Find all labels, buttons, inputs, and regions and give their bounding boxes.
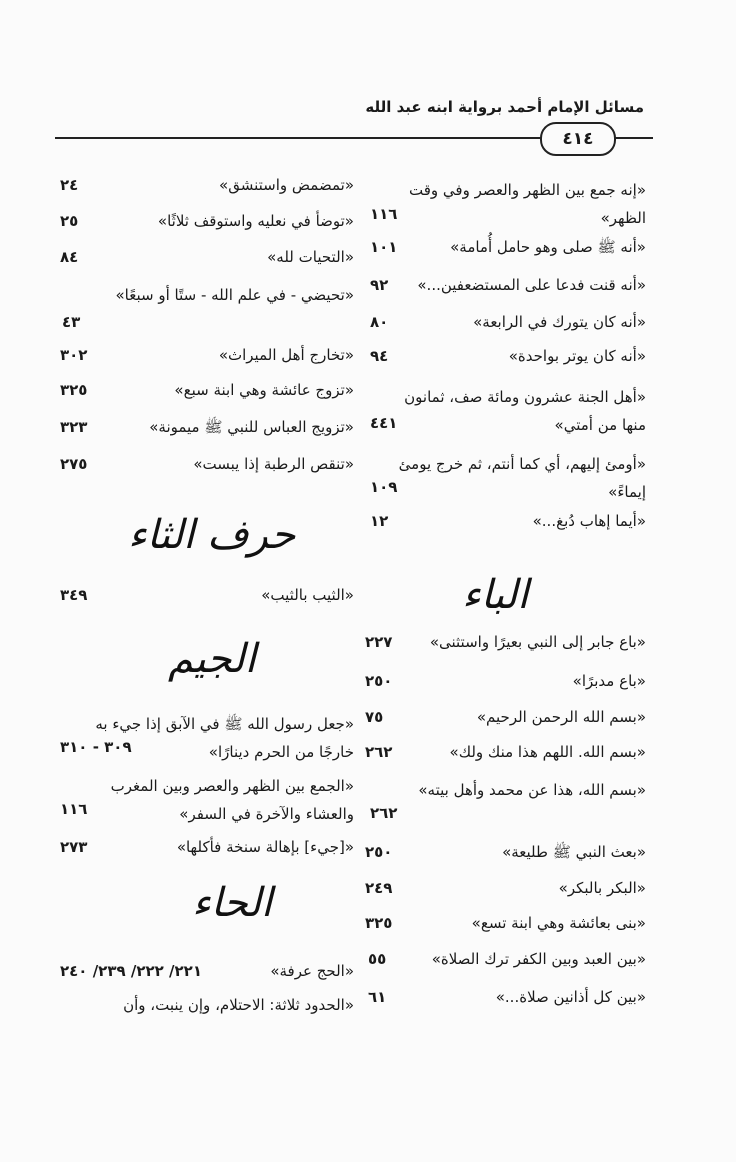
index-entry — [496, 988, 646, 1006]
index-entry — [270, 962, 354, 980]
entry-page-ref: ٢٥٠ — [365, 672, 393, 690]
entry-page-ref: ٦١ — [368, 988, 387, 1006]
index-entry — [149, 418, 354, 440]
entry-page-ref: ٢٤ — [60, 176, 79, 194]
entry-text: «أنه كان يوتر بواحدة» — [508, 347, 646, 365]
entry-page-ref: ٣٢٥ — [365, 914, 393, 932]
entry-text: «بين كل أذانين صلاة...» — [495, 988, 646, 1006]
page-number: ٤١٤ — [540, 122, 616, 156]
index-entry — [261, 586, 354, 604]
entry-text: «تزوج عائشة وهي ابنة سبع» — [174, 381, 354, 399]
entry-page-ref: ٣٢٥ — [60, 381, 88, 399]
entry-page-ref: ١٠١ — [370, 238, 398, 256]
entry-text: «أهل الجنة عشرون ومائة صف، ثمانون — [404, 388, 646, 406]
entry-text: «بعث النبي ﷺ طليعة» — [502, 843, 646, 861]
entry-page-ref: ٧٥ — [365, 708, 384, 726]
index-entry — [477, 708, 646, 726]
entry-text: «التحيات لله» — [267, 248, 354, 266]
index-entry — [473, 313, 646, 331]
entry-text: «تخارج أهل الميراث» — [218, 346, 354, 364]
index-entry — [95, 710, 354, 766]
section-heading-haa: الحاء — [192, 880, 273, 926]
index-entry — [123, 996, 354, 1014]
entry-text: «[جيء] بإهالة سنخة فأكلها» — [176, 838, 354, 856]
entry-page-ref: ١١٦ — [60, 800, 88, 818]
entry-text: خارجًا من الحرم دينارًا» — [208, 743, 354, 761]
entry-page-ref: ٣٠٩ - ٣١٠ — [60, 738, 132, 756]
entry-page-ref: ٢٥٠ — [365, 843, 393, 861]
index-entry — [409, 176, 646, 232]
entry-text: «تحيضي - في علم الله - ستًا أو سبعًا» — [115, 286, 354, 304]
index-entry — [559, 879, 646, 897]
entry-text: «أنه قنت فدعا على المستضعفين...» — [417, 276, 646, 294]
entry-text: «إنه جمع بين الظهر والعصر وفي وقت — [408, 181, 646, 199]
entry-text: «البكر بالبكر» — [558, 879, 646, 897]
entry-text: «أيما إهاب دُبغ...» — [532, 512, 646, 530]
entry-page-ref: ٤٤١ — [370, 414, 398, 432]
entry-text: «أنه كان يتورك في الرابعة» — [473, 313, 646, 331]
entry-text: «باع جابر إلى النبي بعيرًا واستثنى» — [429, 633, 646, 651]
index-entry — [177, 838, 354, 856]
index-entry — [509, 347, 646, 365]
entry-text: «تمضمض واستنشق» — [219, 176, 354, 194]
entry-text: «جعل رسول الله ﷺ في الآبق إذا جيء به — [95, 715, 354, 733]
entry-page-ref: ٣٤٩ — [60, 586, 88, 604]
index-entry — [450, 743, 646, 761]
index-entry — [174, 381, 354, 399]
entry-text: منها من أمتي» — [554, 416, 646, 434]
entry-text: إيماءً» — [608, 483, 646, 501]
entry-text: «تزويج العباس للنبي ﷺ ميمونة» — [149, 418, 354, 436]
entry-page-ref: ١٢ — [370, 512, 389, 530]
index-entry — [430, 633, 646, 651]
index-entry — [111, 772, 354, 828]
entry-page-ref: ٩٢ — [370, 276, 389, 294]
entry-page-ref: ٢٧٣ — [60, 838, 88, 856]
index-entry — [472, 914, 646, 932]
index-entry — [193, 455, 354, 473]
index-entry — [573, 672, 646, 690]
entry-page-ref: ٤٣ — [62, 313, 81, 331]
entry-text: الظهر» — [600, 209, 646, 227]
index-entry — [158, 212, 354, 230]
entry-text: «الثيب بالثيب» — [261, 586, 354, 604]
entry-page-ref: ٨٠ — [370, 313, 389, 331]
index-entry — [502, 843, 646, 865]
index-entry — [115, 286, 354, 304]
entry-page-ref: ٢٦٢ — [370, 804, 398, 822]
entry-text: «بسم الله الرحمن الرحيم» — [476, 708, 646, 726]
index-entry — [432, 950, 646, 968]
entry-page-ref: ٢٦٢ — [365, 743, 393, 761]
index-entry — [267, 248, 354, 266]
entry-text: «الجمع بين الظهر والعصر وبين المغرب — [110, 777, 354, 795]
index-entry — [418, 781, 646, 799]
entry-text: «بين العبد وبين الكفر ترك الصلاة» — [431, 950, 646, 968]
entry-text: «توضأ في نعليه واستوقف ثلاثًا» — [157, 212, 354, 230]
entry-page-ref: ٩٤ — [370, 347, 389, 365]
section-heading-jeem: الجيم — [168, 636, 256, 682]
section-heading-baa: الباء — [462, 572, 529, 618]
entry-page-ref: ٨٤ — [60, 248, 79, 266]
entry-page-ref: ٣٢٣ — [60, 418, 88, 436]
entry-text: «بسم الله. اللهم هذا منك ولك» — [449, 743, 646, 761]
entry-page-ref: ٢٧٥ — [60, 455, 88, 473]
index-entry — [450, 238, 646, 260]
index-entry — [219, 176, 354, 194]
entry-text: «أومئ إليهم، أي كما أنتم، ثم خرج يومئ — [398, 455, 646, 473]
entry-text: والعشاء والآخرة في السفر» — [179, 805, 354, 823]
entry-text: «تنقص الرطبة إذا يبست» — [193, 455, 354, 473]
index-entry — [404, 383, 646, 439]
index-entry — [399, 450, 646, 506]
entry-page-ref: ٣٠٢ — [60, 346, 88, 364]
entry-page-ref: ١٠٩ — [370, 478, 398, 496]
entry-text: «باع مدبرًا» — [572, 672, 646, 690]
entry-page-ref: ٢٤٩ — [365, 879, 393, 897]
entry-page-ref: ١١٦ — [370, 205, 398, 223]
entry-text: «بنى بعائشة وهي ابنة تسع» — [471, 914, 646, 932]
entry-text: «بسم الله، هذا عن محمد وأهل بيته» — [418, 781, 646, 799]
entry-text: «أنه ﷺ صلى وهو حامل أُمامة» — [450, 238, 646, 256]
entry-text: «الحج عرفة» — [270, 962, 354, 980]
page-title: مسائل الإمام أحمد برواية ابنه عبد الله — [365, 98, 644, 116]
entry-text: «الحدود ثلاثة: الاحتلام، وإن ينبت، وأن — [123, 996, 354, 1014]
entry-page-ref: ٢٢١/ ٢٢٢/ ٢٣٩/ ٢٤٠ — [60, 962, 202, 980]
section-heading-thaa: حرف الثاء — [128, 512, 296, 558]
entry-page-ref: ٢٢٧ — [365, 633, 393, 651]
index-entry — [417, 276, 646, 294]
entry-page-ref: ٥٥ — [368, 950, 387, 968]
index-entry — [219, 346, 354, 364]
index-entry — [533, 512, 646, 530]
entry-page-ref: ٢٥ — [60, 212, 79, 230]
